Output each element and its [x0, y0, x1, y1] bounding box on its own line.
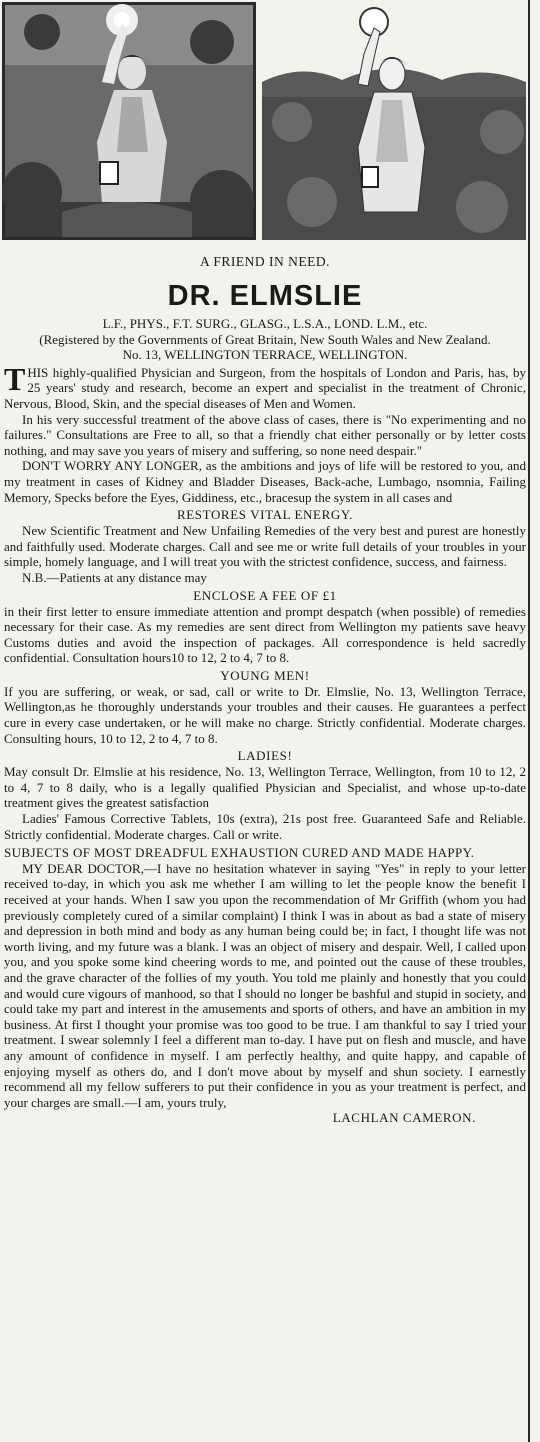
advertisement-text [4, 252, 526, 1125]
tagline: A FRIEND IN NEED. [200, 254, 330, 269]
fee-paragraph: in their first letter to ensure immediate attention and prompt despatch (when possible) of remedies necessary for their case. As my remedies are sent direct from Wellington my patients save heavy Customs duties and avoid the inspection of packages. All correspondence is held sacredly confidential. Consultation hours10 to 12, 2 to 4, 7 to 8. [4, 603, 526, 666]
testimonial-letter: MY DEAR DOCTOR,—I have no hesitation whatever in saying "Yes" in reply to your letter received to-day, in which you ask me whether I am willing to let the people know the benefit I received at your hands. When I saw you upon the recommendation of Mr Griffith (whom you had previously completely cured of a similar complaint) I think I was in about as bad a state of misery and depression in both mind and body as any human being could be; in fact, I thought life was not worth living, and my future was a blank. I was an object of misery and despair. Well, I called upon you, and you spoke some kind cheering words to me, and pointed out the cause of these troubles, and the grave character of the follies of my youth. You told me plainly and honestly that you could and would cure vigours of manhood, so that I should no longer be bashful and stupid in society, and could take my part and interest in the amusements and sports of others, and have an ambition in my business. At first I thought your promise was too good to be true. I am thankful to say I tried your treatment. I swear solemnly I feel a different man to-day. I have put on flesh and muscle, and have any amount of confidence in myself. I am perfectly healthy, and quite happy, and capable of enjoying myself as others do, and I don't move about by myself and shun society. I earnestly recommend all my fellow sufferers to put their confidence in you as your treatment is perfect, and your charges are small.—I am, yours truly, [4, 860, 526, 1110]
young-men-paragraph: If you are suffering, or weak, or sad, call or write to Dr. Elmslie, No. 13, Wellington Terrace, Wellington,as he thoroughly understands your troubles and their causes. He guarantees a perfect cure in every case undertaken, or he will make no charge. Strictly confidential. Moderate charges. Consulting hours, 10 to 12, 2 to 4, 7 to 8. [4, 683, 526, 746]
scientific-treatment-paragraph: New Scientific Treatment and New Unfailing Remedies of the very best and purest are honestly and faithfully used. Moderate charges. Call and see me or write full details of your troubles in your simple, homely language, and I will treat you with the strictest confidence, success, and fairness. [4, 523, 526, 570]
illustrations-row [0, 2, 528, 240]
woman-holding-torch-illustration [2, 2, 256, 240]
testimonial-signature: LACHLAN CAMERON. [332, 1110, 476, 1126]
corrective-tablets-paragraph: Ladies' Famous Corrective Tablets, 10s (extra), 21s post free. Guaranteed Safe and Reliable. Strictly confidential. Moderate charges. Call or write. [4, 811, 526, 842]
column-rule [528, 0, 530, 1442]
credentials: L.F., PHYS., F.T. SURG., GLASG., L.S.A., LOND. L.M., etc. [102, 316, 428, 331]
young-men-heading: YOUNG MEN! [220, 667, 310, 683]
registration-note: (Registered by the Governments of Great Britain, New South Wales and New Zealand. [39, 331, 491, 347]
nb-note: N.B.—Patients at any distance may [22, 569, 207, 585]
ladies-paragraph: May consult Dr. Elmslie at his residence, No. 13, Wellington Terrace, Wellington, from 10 to 12, 2 to 4, 7 to 8 daily, who is a legally qualified Physician and Specialist, and whose up-to-date treatment gives the greatest satisfaction [4, 764, 526, 811]
dont-worry-paragraph: DON'T WORRY ANY LONGER, as the ambitions and joys of life will be restored to you, and my treatment in cases of Kidney and Bladder Diseases, Back-ache, Lumbago, nsomnia, Failing Memory, Specks before the Eyes, Giddiness, etc., bracesup the system in all cases and [4, 458, 526, 505]
treatment-paragraph: In his very successful treatment of the above class of cases, there is "No experimenting and no failures." Consultations are Free to all, so that a friendly chat either personally or by letter costs nothing, and may save you years of misery and suffering, so none need despair." [4, 411, 526, 458]
fee-heading: ENCLOSE A FEE OF £1 [193, 587, 337, 603]
vital-energy-heading: RESTORES VITAL ENERGY. [177, 507, 353, 523]
doctor-name-title: DR. ELMSLIE [167, 280, 363, 312]
woman-holding-torch-field-illustration [262, 2, 526, 240]
testimonial-heading: SUBJECTS OF MOST DREADFUL EXHAUSTION CURED AND MADE HAPPY. [4, 845, 475, 861]
address: No. 13, WELLINGTON TERRACE, WELLINGTON. [122, 347, 408, 363]
intro-paragraph: THIS highly-qualified Physician and Surgeon, from the hospitals of London and Paris, has, by 25 years' study and research, become an expert and specialist in the treatment of Chronic, Nervous, Blood, Skin, and the special diseases of Men and Women. [4, 360, 526, 411]
ladies-heading: LADIES! [237, 748, 293, 764]
